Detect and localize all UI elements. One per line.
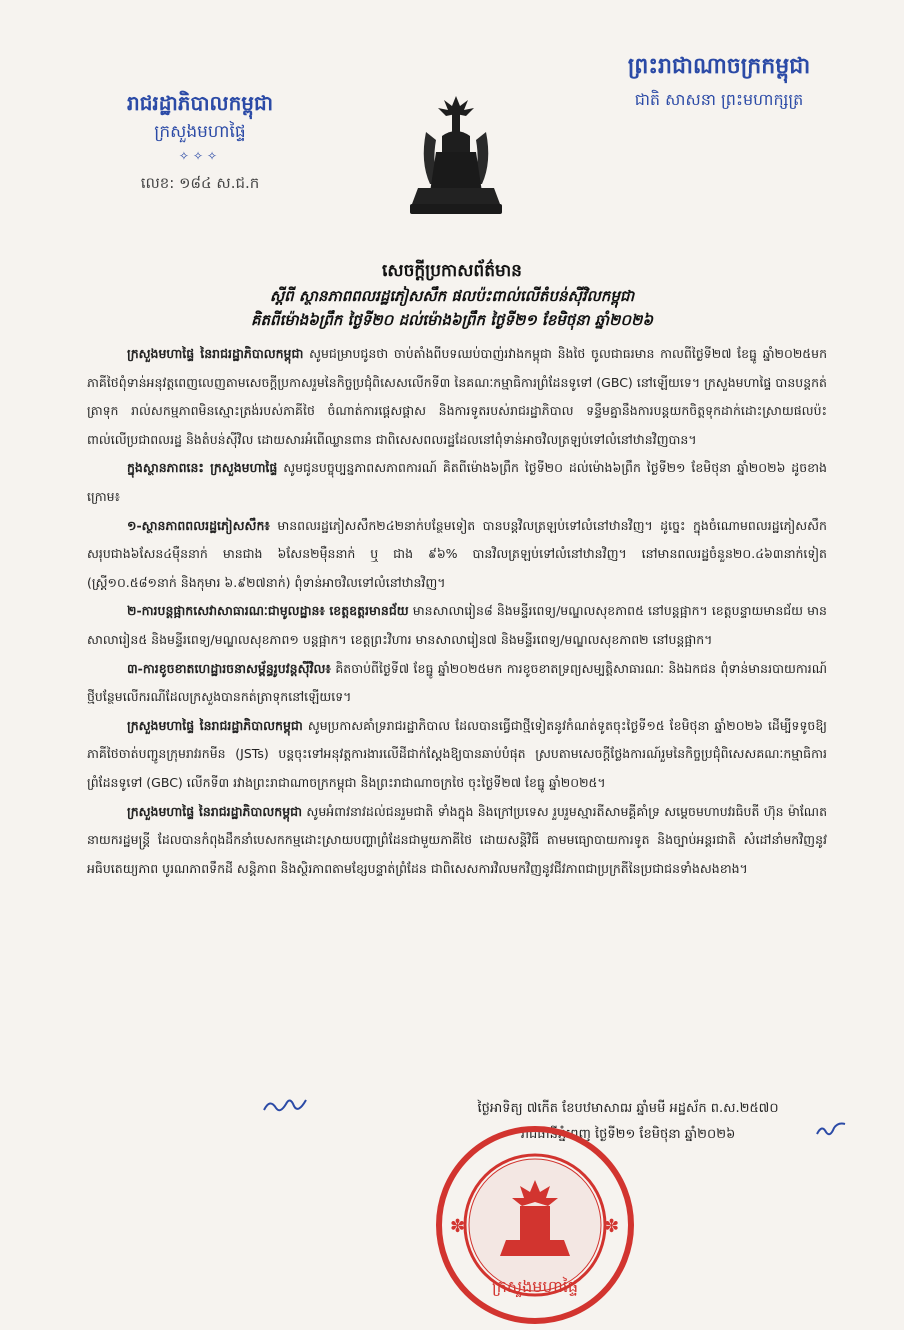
svg-text:✽: ✽: [450, 1216, 466, 1237]
paragraph-lead: ក្រសួងមហាផ្ទៃ នៃរាជរដ្ឋាភិបាលកម្ពុជា: [127, 346, 304, 361]
lunar-date: ថ្ងៃអាទិត្យ ៧កើត ខែបឋមាសាឍ ឆ្នាំមមី អដ្ឋស័ក ព.ស.២៥៧០: [477, 1101, 779, 1116]
government-name: រាជរដ្ឋាភិបាលកម្ពុជា: [127, 91, 273, 115]
reference-number: លេខ: ១៨៤ ស.ជ.ក: [140, 174, 260, 192]
document-title: [120, 258, 784, 332]
ministry-header: [100, 88, 300, 196]
royal-emblem-icon: [402, 92, 510, 224]
kingdom-name: ព្រះរាជាណាចក្រកម្ពុជា: [627, 54, 811, 79]
paragraph-text: សូមជម្រាបជូនថា ចាប់តាំងពីបទឈប់បាញ់រវាងកម្ពុជា និងថៃ ចូលជាធរមាន កាលពីថ្ងៃទី២៧ ខែធ្នូ ឆ្នាំ២០២៥មក ភាគីថៃពុំទាន់អនុវត្តពេញលេញតាមសេចក្តីប្រកាសរួមនៃកិច្ចប្រជុំពិសេសលើកទី៣ នៃគណៈកម្មាធិការព្រំដែនទូទៅ (GBC) នៅឡើយទេ។ ក្រសួងមហាផ្ទៃ បានបន្តកត់ត្រាទុក រាល់សកម្មភាពមិនស្មោះត្រង់របស់ភាគីថៃ ចំណាត់ការផ្តេសផ្តាស និងការទូតរបស់រាជរដ្ឋាភិបាល ទន្ទឹមគ្នានឹងការបន្តយកចិត្តទុកដាក់ដោះស្រាយផលប៉ះពាល់លើប្រជាពលរដ្ឋ និងតំបន់ស៊ីវិល ដោយសារអំពើឈ្លានពាន ជាពិសេសពលរដ្ឋដែលនៅពុំទាន់អាចវិលត្រឡប់ទៅលំនៅឋានវិញបាន។: [87, 346, 828, 447]
ornament-divider: ✧✧✧: [178, 149, 222, 163]
paragraph-infrastructure: [87, 655, 827, 712]
paragraph-intro: [87, 340, 827, 454]
paragraph-support: [87, 712, 827, 798]
paragraph-text: មានពលរដ្ឋភៀសសឹក២៤២នាក់បន្ថែមទៀត បានបន្តវិលត្រឡប់ទៅលំនៅឋានវិញ។ ដូច្នេះ ក្នុងចំណោមពលរដ្ឋភៀសសឹកសរុបជាង៦សែន៤ម៉ឺននាក់ មានជាង ៦សែន២ម៉ឺននាក់ ឬ ជាង ៩៦% បានវិលត្រឡប់ទៅលំនៅឋានវិញ។ នៅមានពលរដ្ឋចំនួន២០.៤៦៣នាក់ទៀត (ស្ត្រី១០.៥៨១នាក់ និងកុមារ ៦.៩២៧នាក់) ពុំទាន់អាចវិលទៅលំនៅឋានវិញ។: [87, 517, 827, 590]
signature-tick-icon: [814, 1118, 848, 1142]
paragraph-public-services: [87, 597, 827, 654]
paragraph-lead: ក្រសួងមហាផ្ទៃ នៃរាជរដ្ឋាភិបាលកម្ពុជា: [127, 717, 303, 733]
paragraph-lead: ១-ស្ថានភាពពលរដ្ឋភៀសសឹក៖: [127, 517, 270, 533]
paragraph-text: សូមអំពាវនាវដល់ជនរួមជាតិ ទាំងក្នុង និងក្រៅប្រទេស រួបរួមស្មារតីសាមគ្គីគាំទ្រ សម្តេចមហាបវរធិបតី ហ៊ុន ម៉ាណែត នាយករដ្ឋមន្ត្រី ដែលបានកំពុងដឹកនាំបេសកកម្មដោះស្រាយបញ្ហាព្រំដែនជាមួយភាគីថៃ ដោយសន្តិវិធី តាមមធ្យោបាយការទូត និងច្បាប់អន្តរជាតិ សំដៅនាំមកវិញនូវអធិបតេយ្យភាព បូរណភាពទឹកដី សន្តិភាព និងស្ថិរភាពតាមខ្សែបន្ទាត់ព្រំដែន ជាពិសេសការវិលមកវិញនូវជីវភាពជាប្រក្រតីនៃប្រជាជនទាំងសងខាង។: [87, 803, 828, 876]
paragraph-lead: ២-ការបន្តផ្អាកសេវាសាធារណៈជាមូលដ្ឋាន៖ ខេត្តឧត្តរមានជ័យ: [127, 603, 409, 619]
paragraph-lead: ក្នុងស្ថានភាពនេះ ក្រសួងមហាផ្ទៃ: [127, 460, 278, 476]
document-body: [87, 340, 827, 883]
initial-mark-icon: [260, 1092, 310, 1118]
paragraph-text: សូមប្រកាសគាំទ្ររាជរដ្ឋាភិបាល ដែលបានធ្វើជាថ្មីទៀតនូវកំណត់ទូតចុះថ្ងៃទី១៥ ខែមិថុនា ឆ្នាំ២០២៦ ដើម្បីទទូចឱ្យភាគីថៃចាត់បញ្ជូនក្រុមរាវរកមីន (JSTs) បន្តចុះទៅអនុវត្តការងារលើដីជាក់ស្តែងឱ្យបានឆាប់បំផុត ស្របតាមសេចក្តីថ្លែងការណ៍រួមនៃកិច្ចប្រជុំពិសេសគណៈកម្មាធិការព្រំដែនទូទៅ (GBC) លើកទី៣ រវាងព្រះរាជាណាចក្រកម្ពុជា និងព្រះរាជាណាចក្រថៃ ចុះថ្ងៃទី២៧ ខែធ្នូ ឆ្នាំ២០២៥។: [87, 717, 827, 790]
kingdom-header: [604, 52, 834, 112]
paragraph-lead: ៣-ការខូចខាតហេដ្ឋារចនាសម្ព័ន្ធរូបវន្តស៊ីវិល៖: [127, 660, 331, 676]
period-line: គិតពីម៉ោង៦ព្រឹក ថ្ងៃទី២០ ដល់ម៉ោង៦ព្រឹក ថ្ងៃទី២១ ខែមិថុនា ឆ្នាំ២០២៦: [251, 311, 653, 329]
paragraph-text: មានសាលារៀន៨ និងមន្ទីរពេទ្យ/មណ្ឌលសុខភាព៥ នៅបន្តផ្អាក។ ខេត្តបន្ទាយមានជ័យ មានសាលារៀន៥ និងមន្ទីរពេទ្យ/មណ្ឌលសុខភាព១ បន្តផ្អាក។ ខេត្តព្រះវិហារ មានសាលារៀន៧ និងមន្ទីរពេទ្យ/មណ្ឌលសុខភាព២ នៅបន្តផ្អាក។: [87, 603, 827, 647]
national-motto: ជាតិ សាសនា ព្រះមហាក្សត្រ: [634, 90, 804, 109]
place-and-date: រាជធានីភ្នំពេញ ថ្ងៃទី២១ ខែមិថុនា ឆ្នាំ២០២៦: [520, 1127, 736, 1142]
paragraph-update: [87, 454, 827, 511]
official-seal-icon: [430, 1120, 640, 1330]
paragraph-text: គិតចាប់ពីថ្ងៃទី៧ ខែធ្នូ ឆ្នាំ២០២៥មក ការខូចខាតទ្រព្យសម្បត្តិសាធារណៈ និងឯកជន ពុំទាន់មានរបាយការណ៍ថ្មីបន្ថែមលើករណីដែលក្រសួងបានកត់ត្រាទុកនៅឡើយទេ។: [87, 660, 827, 705]
svg-text:✽: ✽: [604, 1216, 620, 1237]
ministry-name: ក្រសួងមហាផ្ទៃ: [154, 122, 246, 142]
paragraph-appeal: [87, 798, 827, 884]
paragraph-displaced-persons: [87, 512, 827, 598]
seal-text: ក្រសួងមហាផ្ទៃ: [491, 1277, 579, 1296]
paragraph-lead: ក្រសួងមហាផ្ទៃ នៃរាជរដ្ឋាភិបាលកម្ពុជា: [127, 803, 303, 819]
subject-line: ស្តីពី ស្ថានភាពពលរដ្ឋភៀសសឹក ផលប៉ះពាល់លើតំបន់ស៊ីវិលកម្ពុជា: [269, 287, 635, 305]
title-line: សេចក្តីប្រកាសព័ត៌មាន: [382, 261, 522, 281]
paragraph-text: សូមជូនបច្ចុប្បន្នភាពសភាពការណ៍ គិតពីម៉ោង៦ព្រឹក ថ្ងៃទី២០ ដល់ម៉ោង៦ព្រឹក ថ្ងៃទី២១ ខែមិថុនា ឆ្នាំ២០២៦ ដូចខាងក្រោម៖: [87, 460, 827, 504]
